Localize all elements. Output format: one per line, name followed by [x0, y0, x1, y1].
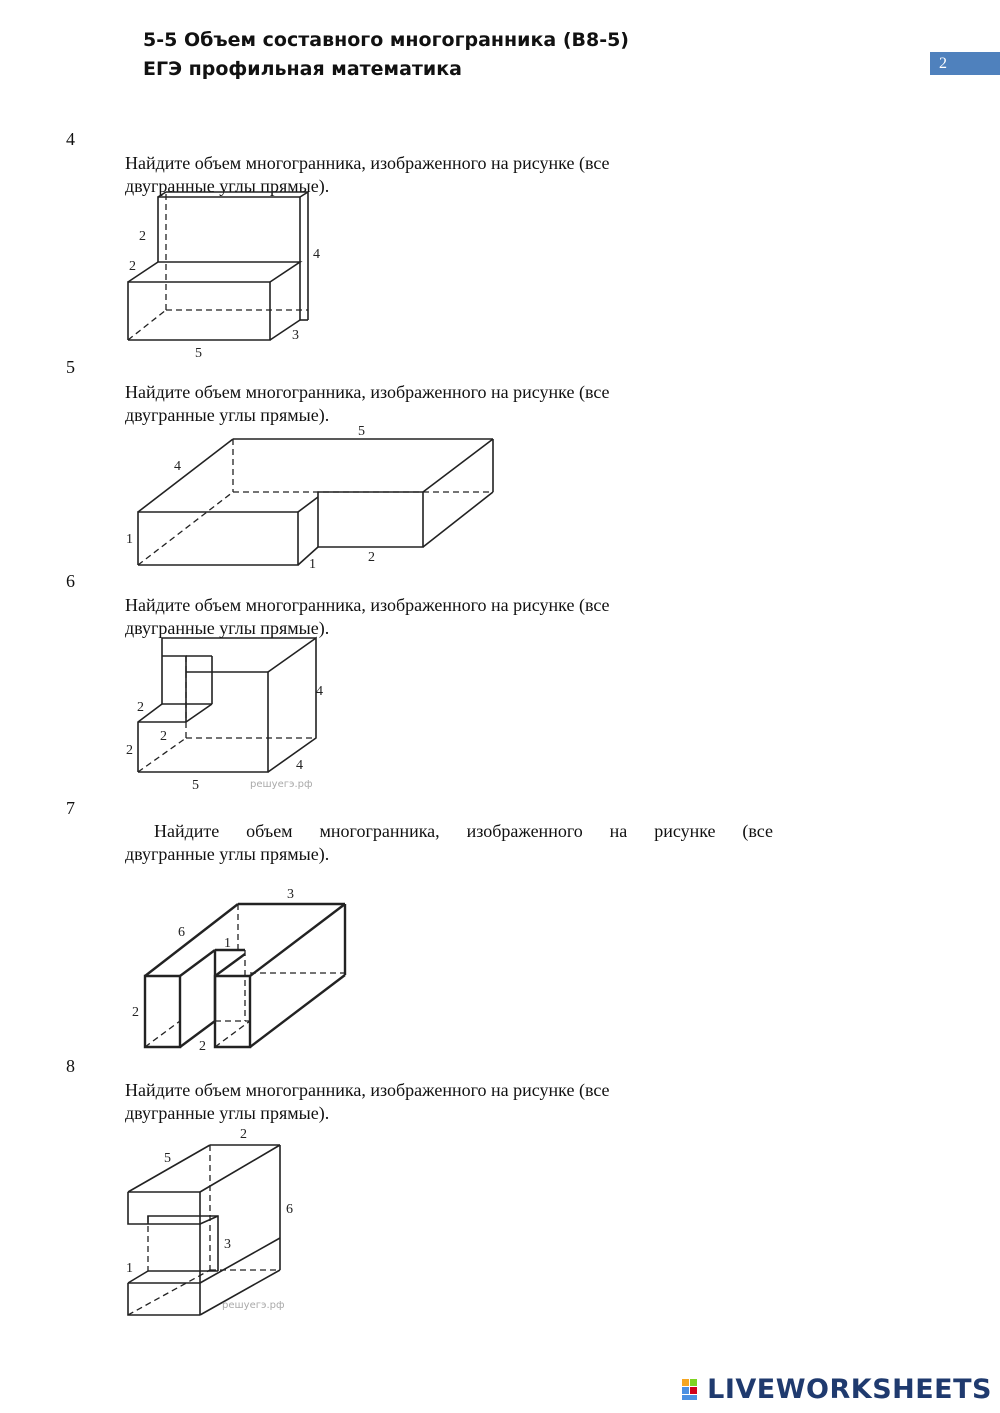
- problem-text-line2: двугранные углы прямые).: [125, 1103, 330, 1123]
- title-line-2: ЕГЭ профильная математика: [143, 58, 462, 80]
- figure-label: 2: [137, 700, 144, 715]
- figure-label: 2: [139, 229, 146, 244]
- figure-label: 3: [292, 328, 299, 343]
- figure-label: 2: [199, 1039, 206, 1054]
- figure-label: 2: [368, 550, 375, 565]
- figure-label: 5: [164, 1151, 171, 1166]
- figure-label: 3: [224, 1237, 231, 1252]
- logo-square: [690, 1387, 697, 1394]
- logo-square: [682, 1387, 689, 1394]
- figure-label: 4: [174, 459, 181, 474]
- logo-square: [682, 1395, 697, 1400]
- problem-number: 8: [66, 1056, 75, 1076]
- problem-number: 6: [66, 571, 75, 591]
- polyhedron-figure-4: [120, 192, 340, 367]
- problem-text-line1: Найдите объем многогранника, изображенного на рисунке (все: [125, 595, 610, 615]
- figure-label: 5: [195, 346, 202, 361]
- watermark-text: решуегэ.рф: [250, 779, 313, 790]
- polyhedron-figure-6: [120, 635, 340, 795]
- figure-label: 1: [309, 557, 316, 572]
- problem-number: 5: [66, 357, 75, 377]
- figure-label: 2: [160, 729, 167, 744]
- figure-label: 6: [286, 1202, 293, 1217]
- figure-label: 5: [358, 424, 365, 439]
- problem-number: 7: [66, 798, 75, 818]
- logo-text: LIVEWORKSHEETS: [707, 1374, 992, 1405]
- figure-label: 4: [313, 247, 320, 262]
- problem-text-line2: двугранные углы прямые).: [125, 176, 330, 196]
- liveworksheets-logo: [682, 1374, 992, 1405]
- figure-label: 5: [192, 778, 199, 793]
- figure-label: 4: [316, 684, 323, 699]
- problem-text: [125, 820, 773, 866]
- problem-text-line2: двугранные углы прямые).: [125, 844, 330, 864]
- logo-square: [690, 1379, 697, 1386]
- figure-label: 2: [132, 1005, 139, 1020]
- polyhedron-figure-5: [120, 420, 510, 580]
- figure-label: 2: [240, 1127, 247, 1142]
- polyhedron-figure-8: [120, 1120, 340, 1320]
- polyhedron-figure-7: [125, 880, 365, 1060]
- problem-text-line1: Найдите объем многогранника, изображенного на рисунке (все: [125, 1080, 610, 1100]
- problem-text-line1: Найдите объем многогранника, изображенного на рисунке (все: [125, 153, 610, 173]
- figure-label: 3: [287, 887, 294, 902]
- problem-text-line2: двугранные углы прямые).: [125, 405, 330, 425]
- worksheet-title: [143, 26, 629, 84]
- figure-label: 6: [178, 925, 185, 940]
- problem-text-line2: двугранные углы прямые).: [125, 618, 330, 638]
- figure-label: 2: [126, 743, 133, 758]
- figure-label: 1: [126, 1261, 133, 1276]
- logo-square: [682, 1379, 689, 1386]
- problem-text-line1: Найдите объем многогранника, изображенного на рисунке (все: [125, 382, 610, 402]
- watermark-text: решуегэ.рф: [222, 1300, 285, 1311]
- problem-text: [125, 1079, 685, 1125]
- figure-label: 1: [126, 532, 133, 547]
- logo-icon: [682, 1379, 704, 1401]
- title-line-1: 5-5 Объем составного многогранника (B8-5): [143, 29, 629, 51]
- problem-text: [125, 594, 685, 640]
- figure-label: 2: [129, 259, 136, 274]
- problem-text-line1: Найдите объем многогранника, изображенного на рисунке (все: [154, 821, 773, 841]
- problem-number: 4: [66, 129, 75, 149]
- figure-label: 4: [296, 758, 303, 773]
- page-number-badge: 2: [930, 52, 1000, 75]
- figure-label: 1: [224, 936, 231, 951]
